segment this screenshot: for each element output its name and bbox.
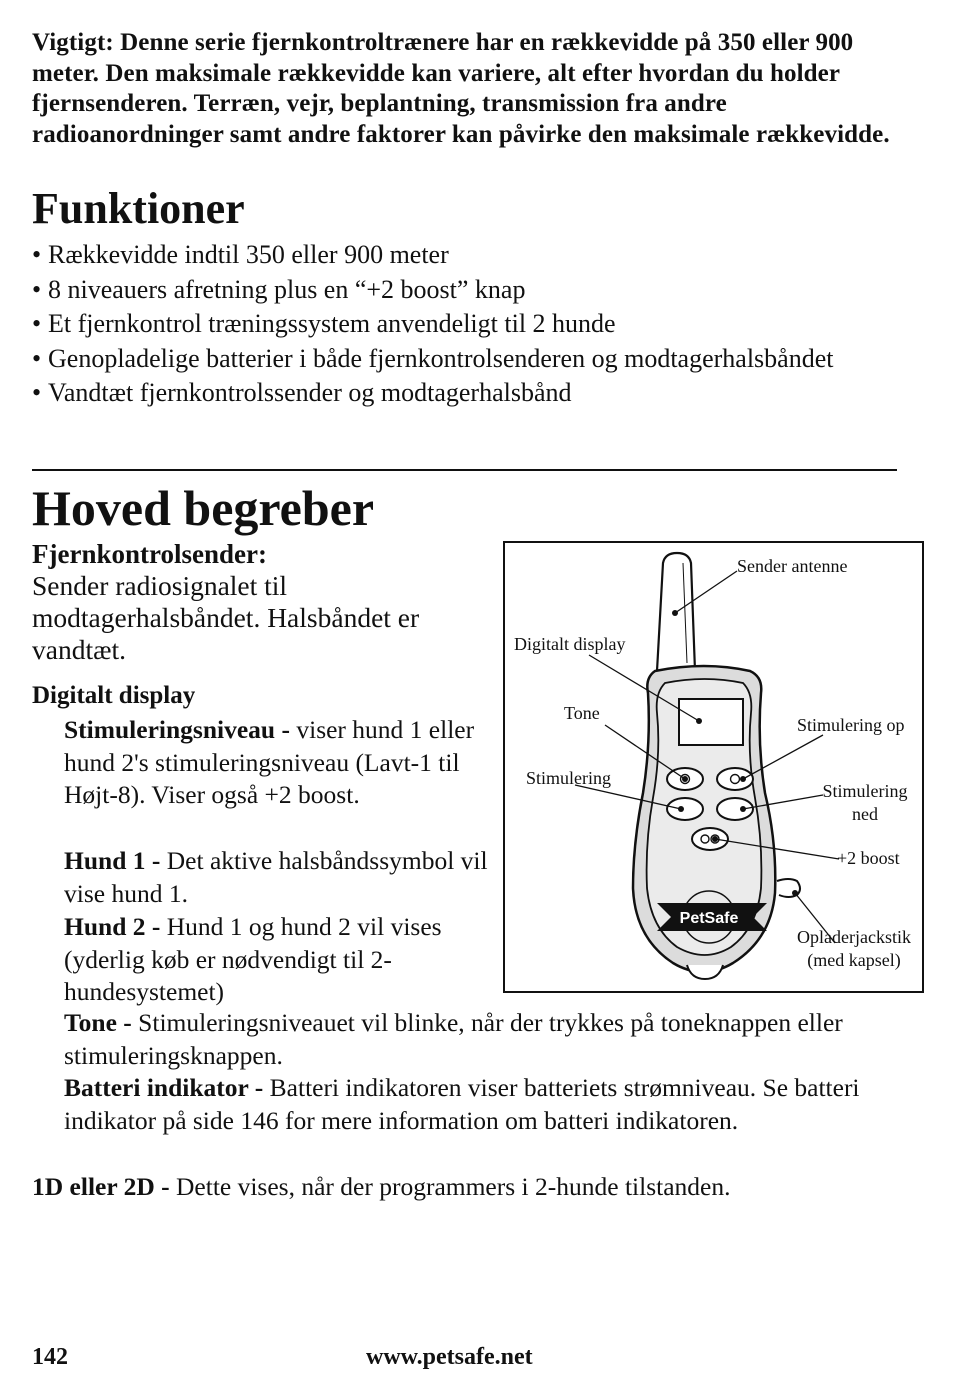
- list-item-text: Genopladelige batterier i både fjernkontrolsenderen og modtagerhalsbåndet: [48, 343, 834, 373]
- tone-button-right: [717, 768, 753, 790]
- label-tone: Tone: [564, 703, 600, 723]
- term-text: Hund 1 og hund 2 vil vises (yderlig køb er nødvendigt til 2-hundesystemet): [64, 912, 442, 1006]
- footer-url: www.petsafe.net: [366, 1344, 533, 1370]
- term-label: Stimuleringsniveau -: [64, 715, 297, 744]
- term-text: Batteri indikatoren viser batteriets strømniveau. Se batteri indikator på side 146 for mere information om batteri indikatoren.: [64, 1073, 860, 1135]
- list-item: [32, 376, 912, 410]
- display-screen: [679, 699, 743, 745]
- label-boost: +2 boost: [837, 848, 900, 868]
- dog2-paragraph: [64, 911, 494, 1009]
- dog1-paragraph: [64, 845, 494, 910]
- term-label: 1D eller 2D -: [32, 1172, 176, 1201]
- term-text: Det aktive halsbåndssymbol vil vise hund 1.: [64, 846, 488, 908]
- stim-button-right: [717, 798, 753, 820]
- section-divider: [32, 469, 897, 471]
- label-stimulering-op: Stimulering op: [797, 715, 905, 735]
- list-item-text: Et fjernkontrol træningssystem anvendeligt til 2 hunde: [48, 309, 616, 338]
- term-label: Batteri indikator -: [64, 1073, 270, 1102]
- feature-list: [32, 238, 912, 411]
- sender-description: Sender radiosignalet til modtagerhalsbåndet. Halsbåndet er vandtæt.: [32, 570, 420, 665]
- term-label: Hund 2 -: [64, 912, 167, 941]
- label-opladerjackstik: [788, 926, 920, 972]
- bullet: •: [32, 309, 42, 338]
- list-item: [32, 342, 912, 376]
- boost-button: [692, 828, 728, 850]
- label-stimulering-ned: [815, 780, 915, 826]
- term-label: Hund 1 -: [64, 846, 167, 875]
- list-item: [32, 307, 912, 341]
- term-text: Dette vises, når der programmers i 2-hunde tilstanden.: [176, 1172, 731, 1201]
- bullet: •: [32, 240, 42, 269]
- battery-indicator-paragraph: [64, 1072, 924, 1137]
- mode-paragraph: [32, 1171, 912, 1204]
- petsafe-logo-text: PetSafe: [679, 910, 739, 927]
- list-item-text: 8 niveauers afretning plus en “+2 boost” knap: [48, 274, 526, 304]
- lanyard-nub: [687, 965, 723, 979]
- stim-button-left: [667, 798, 703, 820]
- section-title-hoved-begreber: Hoved begreber: [32, 480, 375, 536]
- display-heading: Digitalt display: [32, 682, 196, 709]
- bullet: •: [32, 378, 42, 407]
- page-number: 142: [32, 1344, 68, 1370]
- section-title-funktioner: Funktioner: [32, 184, 245, 233]
- list-item-text: Rækkevidde indtil 350 eller 900 meter: [48, 240, 449, 269]
- label-line: Stimulering: [822, 781, 908, 801]
- tone-paragraph: [64, 1007, 924, 1072]
- intro-notice: Vigtigt: Denne serie fjernkontroltrænere har en rækkevidde på 350 eller 900 meter. Den maksimale rækkevidde kan variere, alt efter hvordan du holder fjernsenderen. Terræn, vejr, beplantning, transmission fra andre radioanordninger samt andre faktorer kan påvirke den maksimale rækkevidde.: [32, 29, 890, 148]
- label-stimulering: Stimulering: [526, 768, 611, 788]
- label-sender-antenne: Sender antenne: [737, 556, 848, 576]
- term-label: Tone -: [64, 1008, 139, 1037]
- label-line: (med kapsel): [807, 950, 901, 970]
- sender-heading: Fjernkontrolsender:: [32, 539, 267, 569]
- term-text: viser hund 1 eller hund 2's stimuleringsniveau (Lavt-1 til Højt-8). Viser også +2 boost.: [64, 715, 475, 809]
- list-item: [32, 273, 912, 307]
- term-text: Stimuleringsniveauet vil blinke, når der trykkes på toneknappen eller stimuleringsknappen.: [64, 1008, 843, 1070]
- list-item-text: Vandtæt fjernkontrolssender og modtagerhalsbånd: [48, 378, 572, 407]
- bullet: •: [32, 343, 42, 373]
- label-digitalt-display: Digitalt display: [514, 634, 626, 654]
- label-line: Opladerjackstik: [797, 927, 911, 947]
- transmitter-diagram: [503, 541, 924, 993]
- bullet: •: [32, 274, 42, 304]
- label-line: ned: [852, 804, 878, 824]
- list-item: [32, 238, 912, 272]
- stimulation-level-paragraph: [64, 714, 494, 812]
